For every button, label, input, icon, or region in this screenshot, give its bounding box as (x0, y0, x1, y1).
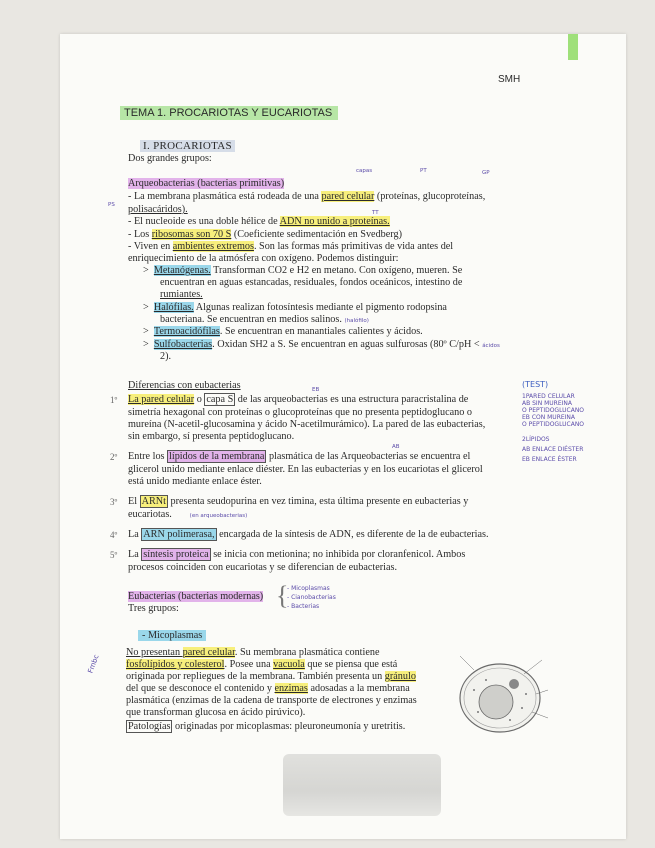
margin-line: O PEPTIDOGLUCANO (522, 421, 585, 428)
page-title: TEMA 1. PROCARIOTAS Y EUCARIOTAS (120, 106, 338, 120)
annotation-halofilo: (halófilo) (344, 318, 369, 324)
diferencia-1 (128, 394, 514, 407)
diferencia-1b: simetría hexagonal con proteínas o glucoproteínas que no presenta peptidoglucano o (128, 407, 473, 418)
annotation-ab: AB (392, 444, 400, 450)
side-annotation: Fmbc (86, 653, 101, 675)
diferencia-1c: mureína (N-acetil-glucosamina y ácido N-acetilmurámico). La pared de las eubacterias, (128, 419, 486, 430)
text-run: La (128, 549, 142, 560)
arqueo-line-4b: enriquecimiento de la atmósfera con oxígeno. Podemos distinguir: (128, 253, 399, 264)
text-run: El (128, 496, 140, 507)
mico-heading-text: - Micoplasmas (138, 630, 206, 641)
vacuole (479, 685, 513, 719)
text-run: . Se encuentran en manantiales calientes y ácidos. (219, 326, 423, 337)
text-run: del que se desconoce el contenido y (126, 683, 275, 694)
bullet-marker: > (143, 339, 154, 350)
item-number-4: 4º (110, 530, 118, 540)
label-line (460, 656, 474, 670)
text-run: - Viven en (128, 241, 173, 252)
text-run: (Coeficiente sedimentación en Svedberg) (231, 229, 402, 240)
bullet-termoacidofilas (143, 326, 423, 339)
group-item: - Cianobacterias (287, 594, 336, 601)
arqueo-line-4 (128, 241, 516, 254)
highlight-ribosomas: ribosomas son 70 S (151, 229, 232, 240)
mico-line-7 (126, 721, 405, 734)
highlight-granulo: gránulo (384, 671, 416, 682)
text-run: eucariotas. (128, 509, 172, 520)
mico-line-3 (126, 671, 444, 684)
eubac-groups (287, 584, 336, 611)
highlight-vacuola: vacuola (273, 659, 305, 670)
text-run: de las arqueobacterias es una estructura paracristalina de (235, 394, 469, 405)
eubac-sub: Tres grupos: (128, 603, 179, 614)
group-item: - Bacterias (287, 603, 320, 610)
text-run: se inicia con metionina; no inhibida por cloranfenicol. Ambos (210, 549, 466, 560)
text-run: originadas por micoplasmas: pleuroneumonía y uretritis. (172, 721, 406, 732)
text-run: presenta seudopurina en vez timina, esta última presente en eubacterias y (167, 496, 469, 507)
bullet-metanogenas (143, 265, 517, 278)
text-run: . Su membrana plasmática contiene (234, 647, 380, 658)
boxed-lipidos: lípidos de la membrana (169, 451, 265, 462)
item-number-5: 5º (110, 550, 118, 560)
margin-line: 2LÍPIDOS (522, 436, 550, 443)
text-run: No presentan (126, 647, 183, 658)
margin-line: O PEPTIDOGLUCANO (522, 407, 585, 414)
annotation-ps: PS (108, 202, 115, 208)
text-run: bacteriana. Se encuentran en medios salinos. (160, 314, 342, 325)
boxed-patologias: Patologías (128, 721, 171, 732)
margin-line: AB ENLACE DIÉSTER (522, 446, 584, 453)
diferencia-4 (128, 529, 489, 542)
diferencia-5b: procesos coinciden con eucariotas y se diferencian de eubacterias. (128, 562, 397, 573)
text-run: que se piensa que está (304, 659, 398, 670)
arqueo-heading (128, 178, 284, 191)
mico-line-6: que transforman glucosa en ácido pirúvico). (126, 707, 306, 718)
diferencia-2c: está unido mediante enlace éster. (128, 476, 262, 487)
granule (509, 679, 519, 689)
mico-line-4 (126, 683, 444, 696)
annotation-gp: GP (482, 170, 490, 176)
text-run: Algunas realizan fotosíntesis mediante el pigmento rodopsina (193, 302, 447, 313)
margin-line: 1PARED CELULAR (522, 393, 575, 400)
text-run: originada por repliegues de la membrana. También presenta un (126, 671, 385, 682)
bullet-halofilas (143, 302, 517, 315)
spacer (522, 428, 600, 436)
author-initials: SMH (498, 74, 521, 85)
annotation-eb: EB (312, 387, 320, 393)
bullet-sulfobacterias-2: 2). (160, 351, 172, 362)
boxed-sintesis-proteica: síntesis proteica (143, 549, 209, 560)
bullet-metanogenas-3: rumiantes. (160, 289, 203, 300)
text-run: - El nucleoide es una doble hélice de (128, 216, 280, 227)
bullet-sulfobacterias (143, 339, 523, 353)
item-number-1: 1º (110, 395, 118, 405)
highlight-ambientes: ambientes extremos (172, 241, 254, 252)
arqueo-heading-text: Arqueobacterias (bacterias primitivas) (128, 178, 285, 189)
diferencias-heading: Diferencias con eubacterias (128, 380, 241, 391)
annotation-tt: TT (372, 210, 379, 216)
highlight-pared: pared celular (182, 647, 235, 658)
margin-test-title: (TEST) (522, 380, 549, 389)
annotation-arqueobacterias: (en arqueobacterias) (189, 513, 248, 519)
bullet-metanogenas-2: encuentran en aguas estancadas, residuales, fondos oceánicos, intestino de (160, 277, 463, 288)
highlight-pared-celular: pared celular (321, 191, 375, 202)
diferencia-3b (128, 509, 247, 523)
margin-line: EB ENLACE ÉSTER (522, 456, 577, 463)
scan-shadow (283, 754, 441, 816)
margin-line: AB SIN MUREINA (522, 400, 572, 407)
bullet-marker: > (143, 326, 154, 337)
eubac-heading-text: Eubacterias (bacterias modernas) (128, 591, 264, 602)
eubac-heading (128, 591, 263, 604)
bullet-marker: > (143, 265, 154, 276)
diferencia-2b: glicerol unido mediante enlace diéster. En las eubacterias y en los eucariotas el glicerol (128, 464, 483, 475)
diferencia-3 (128, 496, 516, 509)
mico-line-2 (126, 659, 438, 672)
bullet-marker: > (143, 302, 154, 313)
item-number-3: 3º (110, 497, 118, 507)
text-run: . Posee una (224, 659, 274, 670)
text-run: (proteínas, glucoproteínas, (374, 191, 486, 202)
diferencia-2 (128, 451, 516, 464)
label-line (524, 660, 542, 674)
arqueo-line-2 (128, 216, 390, 229)
highlight-fosfolipidos: fosfolípidos y colesterol (126, 659, 225, 670)
highlight-pared-celular-2: La pared celular (128, 394, 195, 405)
diferencia-5 (128, 549, 516, 562)
boxed-arn-polimerasa: ARN polimerasa, (143, 529, 215, 540)
highlight-enzimas: enzimas (274, 683, 308, 694)
arqueo-line-1b: polisacáridos). (128, 204, 188, 215)
micoplasma-diagram (452, 650, 556, 740)
item-number-2: 2º (110, 452, 118, 462)
text-run: plasmática de las Arqueobacterias se encuentra el (266, 451, 471, 462)
text-run: . Oxidan SH2 a S. Se encuentran en aguas sulfurosas (80º C/pH < (212, 339, 483, 350)
term-termoacidofilas: Termoacidófilas (153, 326, 220, 337)
diferencia-1d: sin embargo, sí presenta peptidoglucano. (128, 431, 295, 442)
text-run: Entre los (128, 451, 168, 462)
text-run: Transforman CO2 e H2 en metano. Con oxígeno, mueren. Se (210, 265, 463, 276)
margin-test-notes (522, 380, 600, 463)
mico-heading (138, 630, 206, 643)
arqueo-line-1 (128, 191, 514, 204)
annotation-pt: PT (420, 168, 427, 174)
group-item: - Micoplasmas (287, 585, 330, 592)
arqueo-line-3 (128, 229, 402, 242)
boxed-arnt: ARNt (141, 496, 166, 507)
annotation-capas: capas (356, 168, 373, 174)
text-run: encargada de la síntesis de ADN, es diferente de la de eubacterias. (216, 529, 489, 540)
text-run: - Los (128, 229, 152, 240)
text-run: adosadas a la membrana (307, 683, 410, 694)
boxed-capa-s: capa S (206, 394, 234, 405)
margin-line: EB CON MUREINA (522, 414, 576, 421)
green-corner-tab (568, 34, 578, 60)
text-run: . Son las formas más primitivas de vida antes del (253, 241, 454, 252)
text-run: - La membrana plasmática está rodeada de una (128, 191, 322, 202)
term-halofilas: Halófilas. (153, 302, 194, 313)
term-sulfobacterias: Sulfobacterias (153, 339, 213, 350)
text-run: La (128, 529, 142, 540)
term-metanogenas: Metanógenas. (153, 265, 211, 276)
mico-line-1 (126, 647, 438, 660)
intro-text: Dos grandes grupos: (128, 153, 212, 164)
brace-icon: { (276, 581, 289, 610)
highlight-adn: ADN no unido a proteínas. (279, 216, 390, 227)
mico-line-5: plasmática (enzimas de la cadena de transporte de electrones y enzimas (126, 695, 417, 706)
section-heading: I. PROCARIOTAS (140, 140, 235, 152)
text-run: o (194, 394, 205, 405)
annotation-acidos: ácidos (482, 343, 500, 349)
